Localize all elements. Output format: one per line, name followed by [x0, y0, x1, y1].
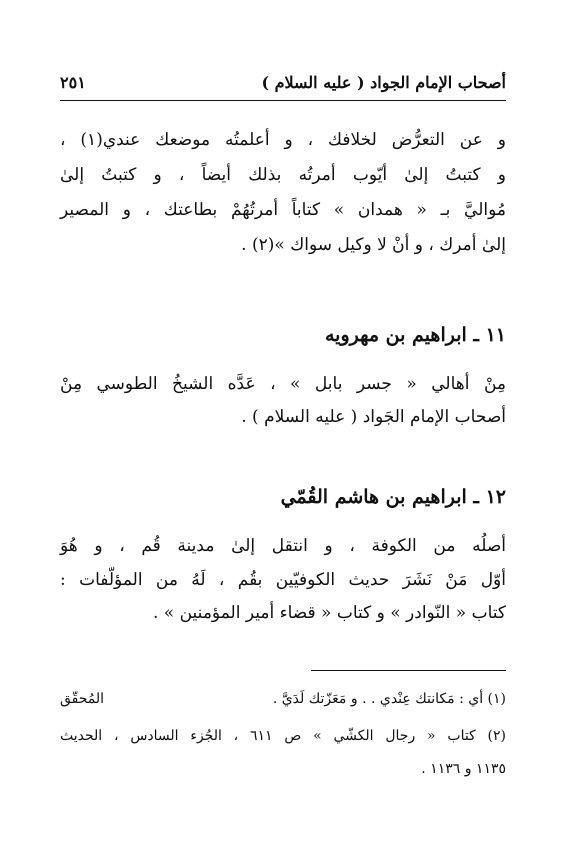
- continuation-line: و عن التعرُّض لخلافك ، و أعلمتُه موضعك عندي(١) ،: [60, 130, 506, 150]
- footnote-author: المُحقّق: [60, 691, 105, 707]
- entry-line: كتاب « النّوادر » و كتاب « قضاء أمير المؤمنين » .: [153, 603, 506, 623]
- footnote-2-line: ١١٣٥ و ١١٣٦ .: [421, 761, 506, 777]
- entry-heading: ١١ ـ ابراهيم بن مهرويه: [325, 324, 506, 346]
- footnote-1: [60, 688, 506, 710]
- continuation-line: إلىٰ أمرك ، و أنْ لا وكيل سواك »(٢) .: [241, 235, 506, 255]
- footnote-2-line: (٢) كتاب « رجال الكشّي » ص ٦١١ ، الجُزء السادس ، الحديث: [60, 728, 506, 744]
- entry-line: مِنْ أهالي « جسر بابل » ، عَدَّه الشيخُ الطوسي مِنْ: [60, 374, 506, 394]
- running-header: [60, 70, 506, 94]
- entry-heading: ١٢ ـ ابراهيم بن هاشم القُمّي: [280, 486, 506, 508]
- entry-line: أصحاب الإمام الجَواد ( عليه السلام ) .: [241, 407, 506, 427]
- entry-line: أصلُه من الكوفة ، و انتقل إلىٰ مدينة قُم ، و هُوَ: [60, 536, 506, 556]
- running-title: أصحاب الإمام الجواد ( عليه السلام ): [261, 72, 506, 92]
- header-rule: [60, 100, 506, 101]
- footnote-rule: [311, 670, 506, 671]
- entry-line: أوّل مَنْ نَشَرَ حديث الكوفيّين بقُم ، لَهُ من المؤلّفات :: [60, 570, 506, 590]
- footnote-text: (١) أي : مَكانتك عِنْدي . . و مَعَزّتك لَدَيَّ .: [272, 691, 506, 707]
- page-number: ٢٥١: [60, 72, 86, 92]
- continuation-line: و كتبتُ إلىٰ أيّوب أمرتُه بذلك أيضاً ، و كتبتُ إلىٰ: [60, 165, 506, 185]
- continuation-line: مُواليَّ بـ « همدان » كتاباً أمرتُهُمْ بطاعتك ، و المصير: [60, 200, 506, 220]
